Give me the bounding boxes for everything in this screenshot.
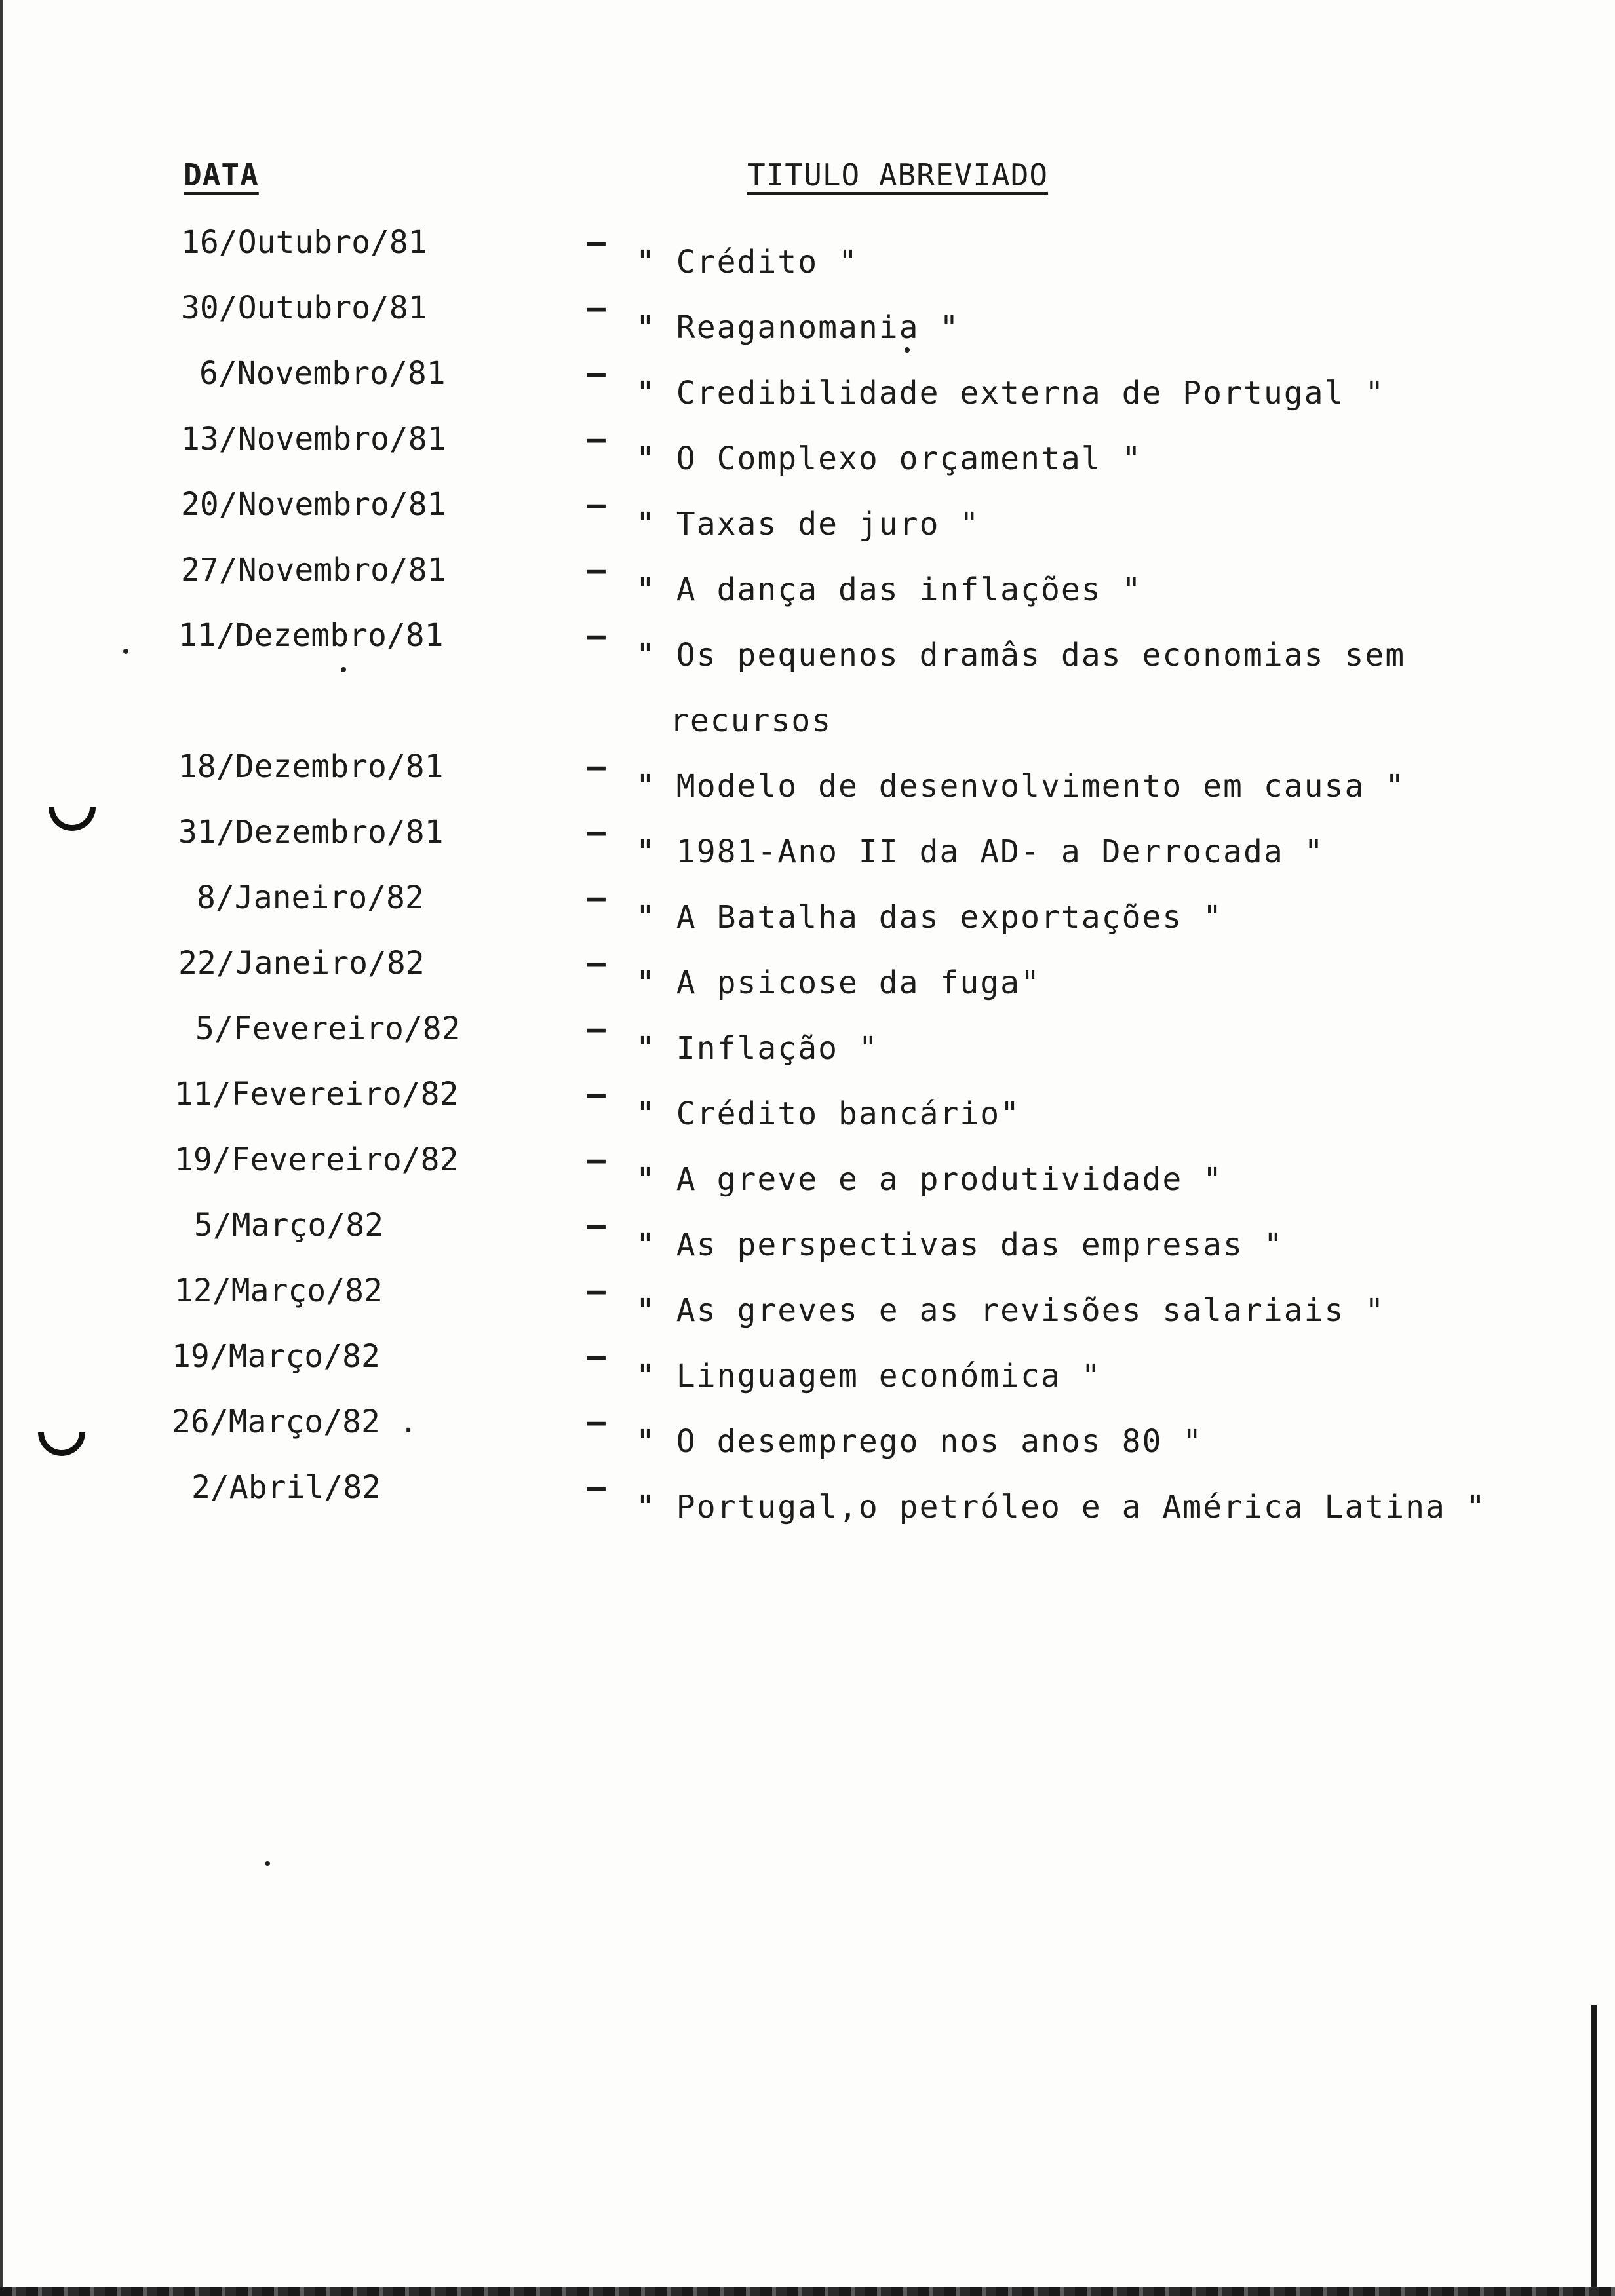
list-item	[0, 1271, 1615, 1337]
scan-speck	[265, 1861, 270, 1866]
entry-date: 27/Novembro/81	[181, 552, 446, 588]
entry-dash: –	[587, 486, 606, 523]
entry-title: " Crédito bancário"	[636, 1096, 1021, 1132]
entry-title: " Modelo de desenvolvimento em causa "	[636, 768, 1406, 805]
list-item	[0, 1206, 1615, 1271]
column-header-date: DATA	[184, 157, 259, 193]
entry-dash: –	[587, 814, 606, 851]
entry-title: " Linguagem económica "	[636, 1358, 1102, 1394]
entry-date: 22/Janeiro/82	[178, 945, 425, 982]
entry-title: " O Complexo orçamental "	[636, 440, 1142, 477]
list-item	[0, 223, 1615, 288]
list-item	[0, 1337, 1615, 1402]
list-item	[0, 944, 1615, 1009]
entry-dash: –	[587, 617, 606, 654]
entry-dash: –	[587, 355, 606, 392]
list-item	[0, 878, 1615, 944]
entry-date: 12/Março/82	[174, 1272, 383, 1309]
entry-dash: –	[587, 421, 606, 457]
entry-title: " A psicose da fuga"	[636, 965, 1041, 1001]
entry-title: " Portugal,o petróleo e a América Latina "	[636, 1489, 1487, 1525]
list-item	[0, 1402, 1615, 1468]
scan-bottom-edge	[0, 2287, 1615, 2296]
entry-title: " 1981-Ano II da AD- a Derrocada "	[636, 833, 1325, 870]
entries-list	[0, 223, 1615, 1533]
entry-dash: –	[587, 1010, 606, 1047]
list-item	[0, 550, 1615, 616]
entry-title: " A Batalha das exportações "	[636, 899, 1224, 936]
entry-date: 8/Janeiro/82	[197, 879, 424, 916]
entry-dash: –	[587, 290, 606, 326]
list-item	[0, 747, 1615, 813]
entry-date: 26/Março/82 .	[172, 1404, 418, 1440]
entry-date: 31/Dezembro/81	[178, 814, 444, 851]
list-item	[0, 288, 1615, 354]
entry-date: 19/Março/82	[172, 1338, 380, 1375]
entry-date: 16/Outubro/81	[181, 224, 427, 261]
list-item	[0, 1140, 1615, 1206]
entry-title: " Os pequenos dramâs das economias sem recursos	[636, 637, 1406, 739]
list-item	[0, 616, 1615, 747]
entry-title: " Taxas de juro "	[636, 506, 981, 543]
entry-date: 6/Novembro/81	[199, 355, 446, 392]
entry-date: 5/Março/82	[194, 1207, 383, 1244]
entry-dash: –	[587, 748, 606, 785]
entry-dash: –	[587, 1469, 606, 1506]
entry-dash: –	[587, 879, 606, 916]
entry-dash: –	[587, 1207, 606, 1244]
entry-dash: –	[587, 1272, 606, 1309]
entry-dash: –	[587, 1404, 606, 1440]
entry-title: " A dança das inflações "	[636, 571, 1142, 608]
list-item	[0, 1468, 1615, 1533]
entry-date: 18/Dezembro/81	[178, 748, 444, 785]
entry-date: 30/Outubro/81	[181, 290, 427, 326]
list-item	[0, 419, 1615, 485]
entry-date: 20/Novembro/81	[181, 486, 446, 523]
entry-date: 13/Novembro/81	[181, 421, 446, 457]
entry-title: " A greve e a produtividade "	[636, 1161, 1224, 1198]
list-item	[0, 354, 1615, 419]
entry-title: " O desemprego nos anos 80 "	[636, 1423, 1203, 1460]
entry-title: " Inflação "	[636, 1030, 879, 1067]
entry-dash: –	[587, 224, 606, 261]
entry-dash: –	[587, 1076, 606, 1113]
list-item	[0, 1009, 1615, 1075]
column-header-title: TITULO ABREVIADO	[747, 157, 1049, 193]
entry-date: 19/Fevereiro/82	[174, 1141, 459, 1178]
entry-date: 5/Fevereiro/82	[195, 1010, 461, 1047]
entry-title: " Credibilidade externa de Portugal "	[636, 375, 1386, 411]
entry-date: 2/Abril/82	[191, 1469, 381, 1506]
entry-title: " As greves e as revisões salariais "	[636, 1292, 1386, 1329]
list-item	[0, 485, 1615, 550]
list-item	[0, 1075, 1615, 1140]
entry-dash: –	[587, 945, 606, 982]
entry-dash: –	[587, 1338, 606, 1375]
list-item	[0, 813, 1615, 878]
entry-title: " As perspectivas das empresas "	[636, 1227, 1284, 1263]
entry-dash: –	[587, 1141, 606, 1178]
entry-date: 11/Dezembro/81	[178, 617, 444, 654]
scan-right-edge	[1591, 2005, 1597, 2296]
entry-title: " Reaganomania "	[636, 309, 960, 346]
entry-title: " Crédito "	[636, 244, 859, 280]
entry-dash: –	[587, 552, 606, 588]
entry-date: 11/Fevereiro/82	[174, 1076, 459, 1113]
